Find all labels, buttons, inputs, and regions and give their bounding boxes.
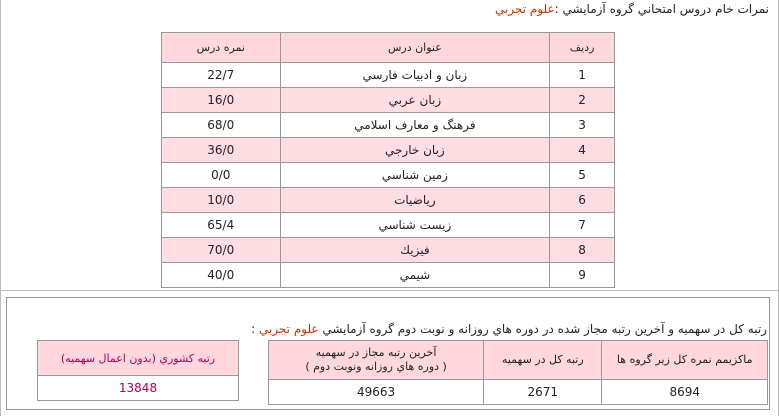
table-row (162, 163, 615, 188)
row-index: 7 (550, 213, 615, 238)
header-quota-rank: رتبه كل در سهميه (484, 341, 602, 380)
row-index: 5 (550, 163, 615, 188)
table-row (162, 188, 615, 213)
table-row (162, 263, 615, 288)
table-row (162, 113, 615, 138)
row-title: زبان و ادبيات فارسي (280, 63, 550, 88)
ranks-header-row (269, 341, 768, 380)
header-max-score: ماكزيمم نمره كل زير گروه ها (602, 341, 768, 380)
header-score: نمره درس (162, 33, 281, 63)
ranks-value-row (269, 380, 768, 405)
table-row (162, 238, 615, 263)
row-index: 8 (550, 238, 615, 263)
row-index: 6 (550, 188, 615, 213)
national-rank-table (37, 340, 239, 401)
grades-table (161, 32, 615, 288)
row-title: فيزيك (280, 238, 550, 263)
table-row (162, 213, 615, 238)
row-score: 70/0 (162, 238, 281, 263)
grades-header-row (162, 33, 615, 63)
row-index: 4 (550, 138, 615, 163)
heading-group: علوم تجربي (495, 2, 555, 16)
row-score: 40/0 (162, 263, 281, 288)
header-national-rank: رتبه كشوري (بدون اعمال سهميه) (38, 341, 239, 376)
page-heading (495, 2, 769, 16)
row-score: 65/4 (162, 213, 281, 238)
heading-prefix: نمرات خام دروس امتحاني گروه آزمايشي : (554, 2, 769, 16)
row-title: فرهنگ و معارف اسلامي (280, 113, 550, 138)
row-index: 2 (550, 88, 615, 113)
row-score: 16/0 (162, 88, 281, 113)
row-score: 36/0 (162, 138, 281, 163)
header-index: رديف (550, 33, 615, 63)
table-row (162, 63, 615, 88)
row-title: زبان عربي (280, 88, 550, 113)
row-index: 3 (550, 113, 615, 138)
value-quota-rank: 2671 (484, 380, 602, 405)
header-last-rank (269, 341, 484, 380)
row-index: 9 (550, 263, 615, 288)
value-last-rank: 49663 (269, 380, 484, 405)
row-title: زبان خارجي (280, 138, 550, 163)
row-title: زمين شناسي (280, 163, 550, 188)
table-row (162, 138, 615, 163)
value-max-score: 8694 (602, 380, 768, 405)
section-divider (0, 290, 779, 291)
row-index: 1 (550, 63, 615, 88)
header-last-rank-line1: آخرين رتبه مجاز در سهميه (315, 346, 437, 359)
table-row (162, 88, 615, 113)
value-national-rank: 13848 (38, 376, 239, 401)
row-score: 22/7 (162, 63, 281, 88)
ranks-table (268, 340, 768, 405)
left-border (0, 0, 1, 416)
national-header-row (38, 341, 239, 376)
header-title: عنوان درس (280, 33, 550, 63)
header-last-rank-line2: ( دوره هاي روزانه ونوبت دوم ) (305, 360, 447, 373)
row-title: رياضيات (280, 188, 550, 213)
ranks-note (251, 322, 767, 336)
row-title: زيست شناسي (280, 213, 550, 238)
row-title: شيمي (280, 263, 550, 288)
ranks-note-suffix: : (251, 322, 259, 336)
ranks-note-prefix: رتبه كل در سهميه و آخرين رتبه مجاز شده در دوره هاي روزانه و نوبت دوم گروه آزمايشي (322, 322, 767, 336)
row-score: 68/0 (162, 113, 281, 138)
row-score: 10/0 (162, 188, 281, 213)
ranks-note-group: علوم تجربي (258, 322, 319, 336)
national-value-row (38, 376, 239, 401)
row-score: 0/0 (162, 163, 281, 188)
